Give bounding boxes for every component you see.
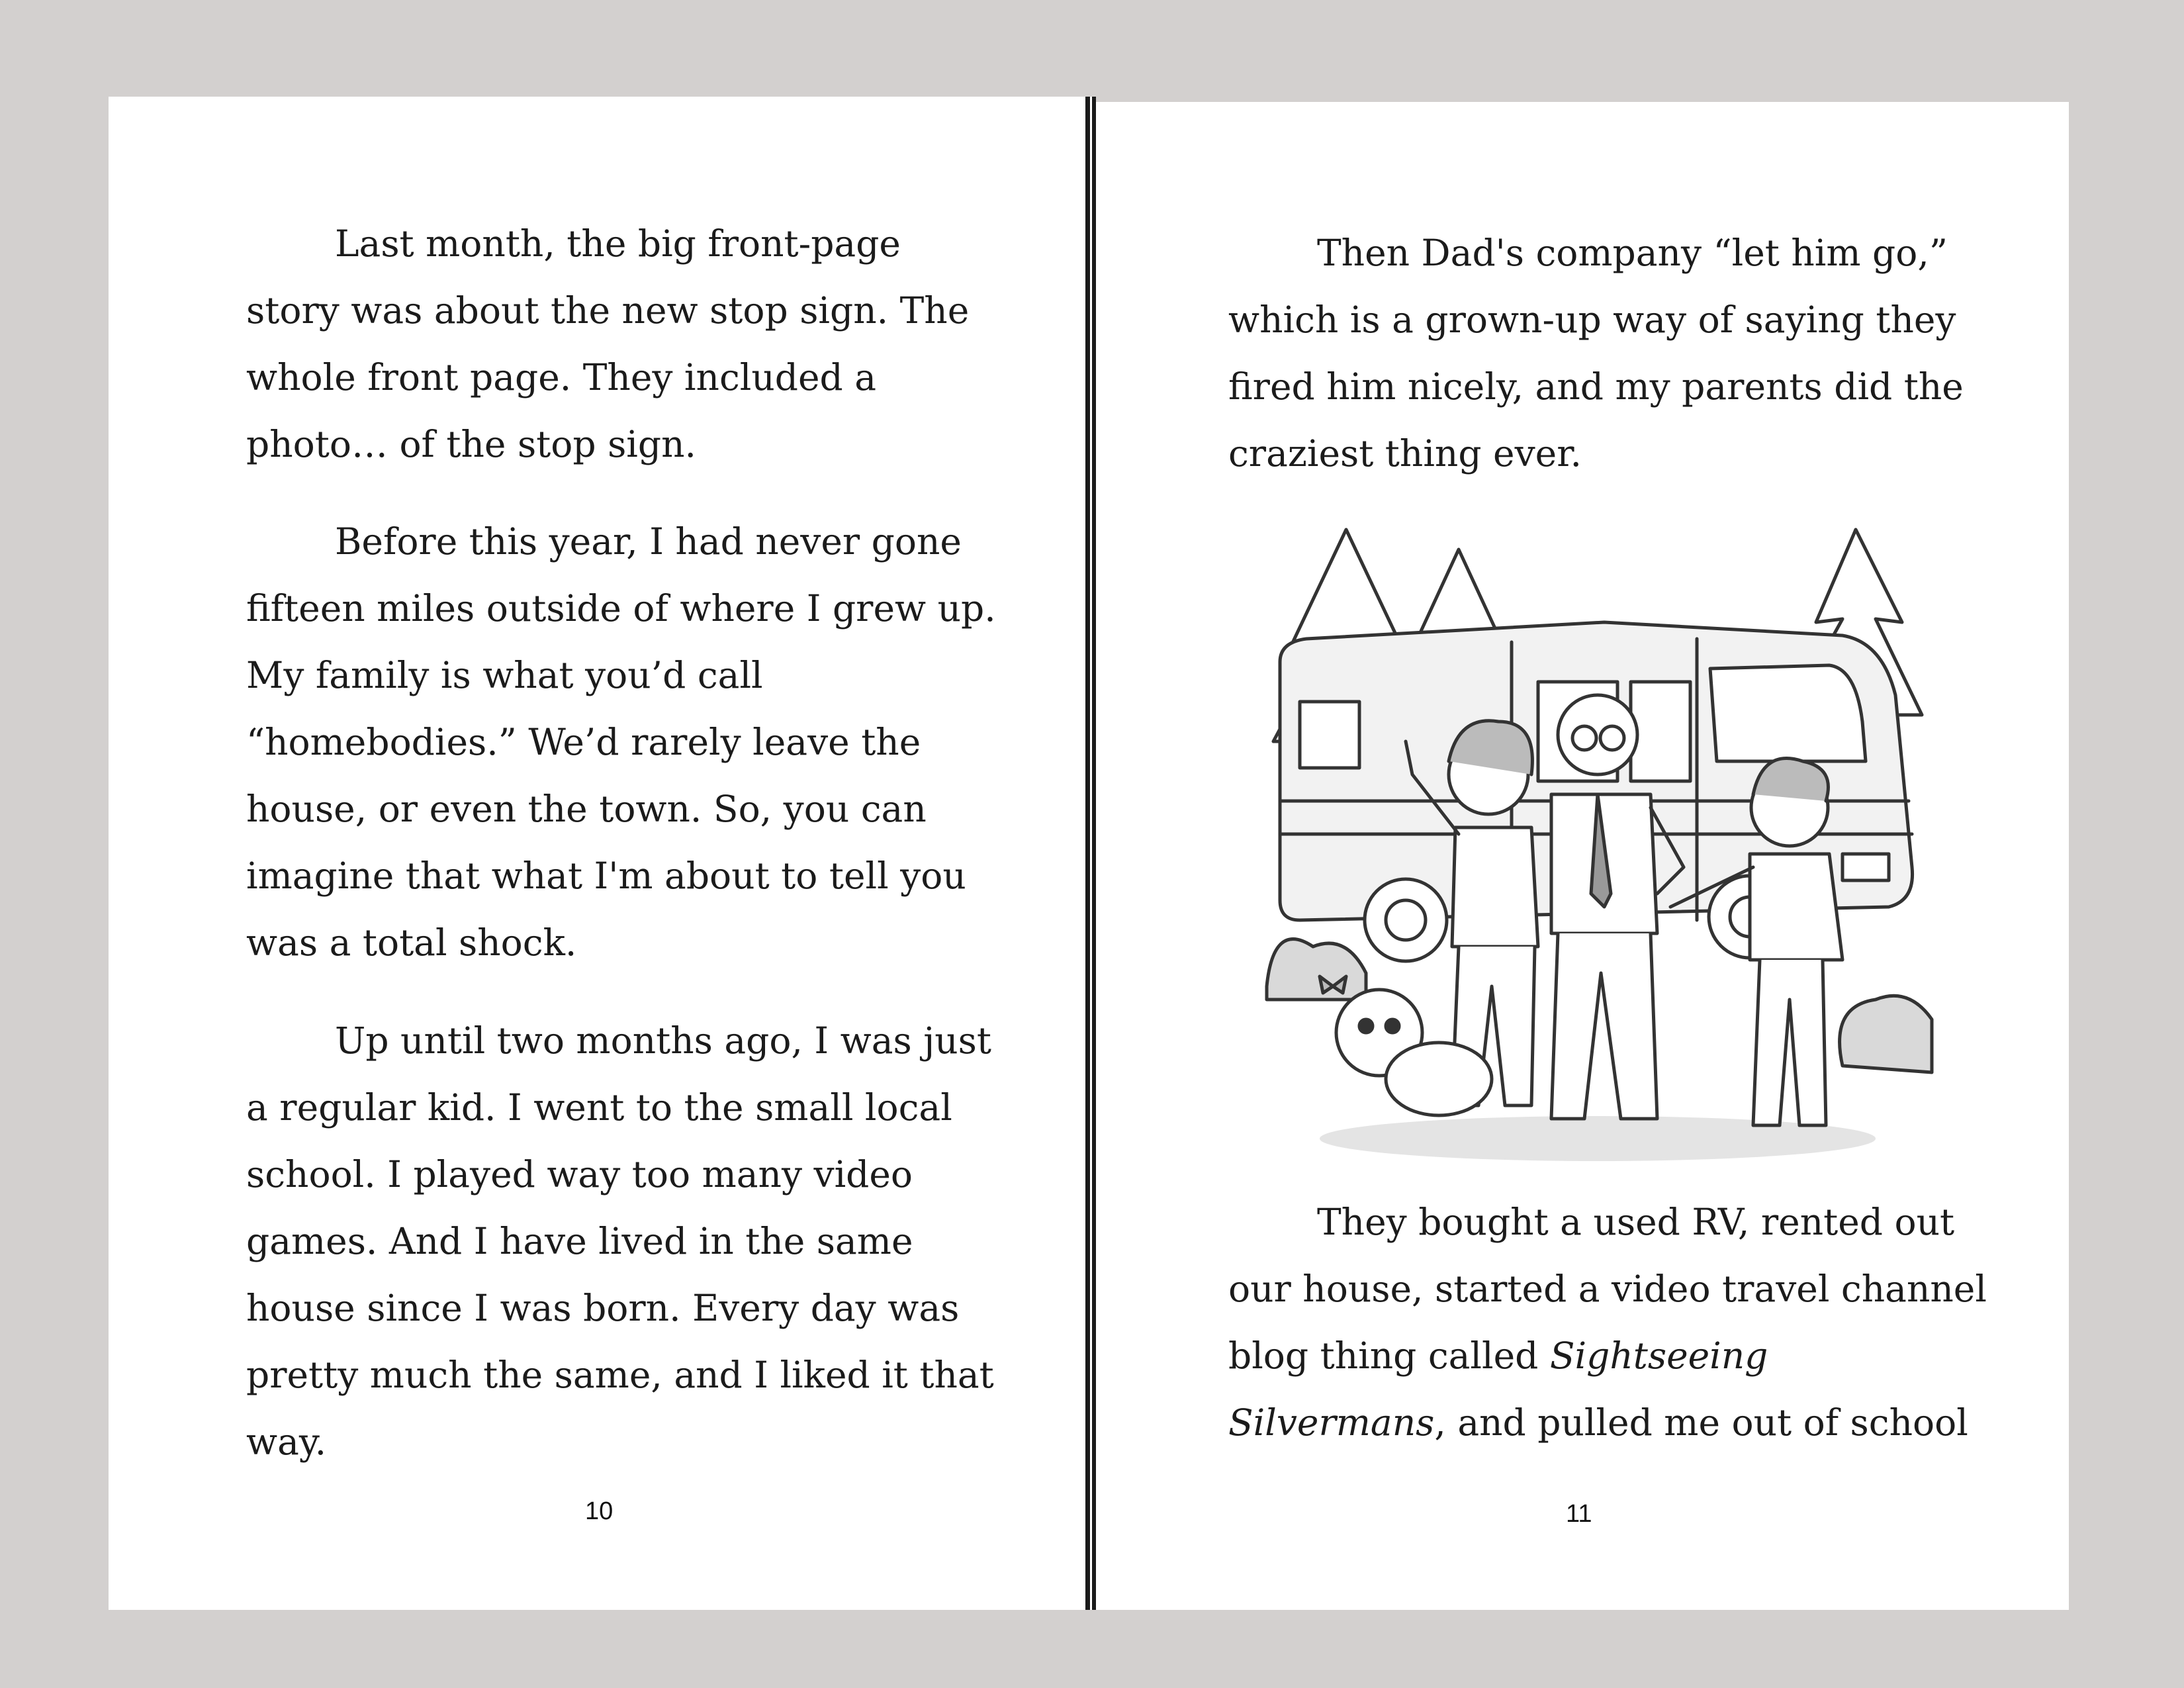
pine-tree-icon	[1419, 549, 1498, 635]
text-line: school. I played way too many video	[246, 1153, 913, 1196]
text-line: games. And I have lived in the same	[246, 1220, 913, 1262]
page-number-right: 11	[1566, 1500, 1592, 1528]
text-line: photo… of the stop sign.	[246, 423, 697, 465]
text-line: way.	[246, 1421, 327, 1463]
text-line: was a total shock.	[246, 921, 577, 964]
text-line: which is a grown-up way of saying they	[1228, 299, 1956, 341]
text-line: imagine that what I'm about to tell you	[246, 855, 966, 897]
text-line: fired him nicely, and my parents did the	[1228, 365, 1964, 408]
text-line: Up until two months ago, I was just	[335, 1019, 992, 1062]
text-segment: , and pulled me out of school	[1434, 1401, 1968, 1444]
text-line: Last month, the big front-page	[335, 222, 901, 265]
book-spine-gap	[1090, 97, 1092, 1610]
text-line: story was about the new stop sign. The	[246, 289, 970, 332]
blog-title-italic: Silvermans	[1228, 1401, 1435, 1444]
family-rv-illustration	[1260, 523, 1935, 1172]
text-segment: blog thing called	[1228, 1335, 1550, 1377]
blog-title-italic: Sightseeing	[1549, 1335, 1768, 1377]
text-line: house since I was born. Every day was	[246, 1287, 960, 1329]
text-line: a regular kid. I went to the small local	[246, 1086, 952, 1129]
left-paragraph-2	[246, 508, 996, 976]
right-closing-paragraph	[1228, 1189, 1987, 1456]
text-line: Then Dad's company “let him go,”	[1317, 232, 1948, 274]
left-paragraph-3	[246, 1008, 994, 1476]
right-paragraph-1	[1228, 220, 1964, 487]
text-line: craziest thing ever.	[1228, 432, 1582, 475]
text-line: fifteen miles outside of where I grew up.	[246, 587, 996, 630]
text-line: house, or even the town. So, you can	[246, 788, 927, 830]
text-line: pretty much the same, and I liked it that	[246, 1354, 994, 1396]
page-number-left: 10	[585, 1497, 614, 1525]
left-paragraph-1	[246, 211, 969, 478]
text-line: “homebodies.” We’d rarely leave the	[246, 721, 921, 763]
text-line: They bought a used RV, rented out	[1317, 1201, 1955, 1243]
text-line: our house, started a video travel channel	[1228, 1268, 1987, 1310]
text-line: Before this year, I had never gone	[335, 520, 962, 563]
text-line: whole front page. They included a	[246, 356, 876, 399]
text-line: My family is what you’d call	[246, 654, 763, 696]
text-line	[1228, 1389, 1987, 1456]
text-line	[1228, 1323, 1987, 1389]
